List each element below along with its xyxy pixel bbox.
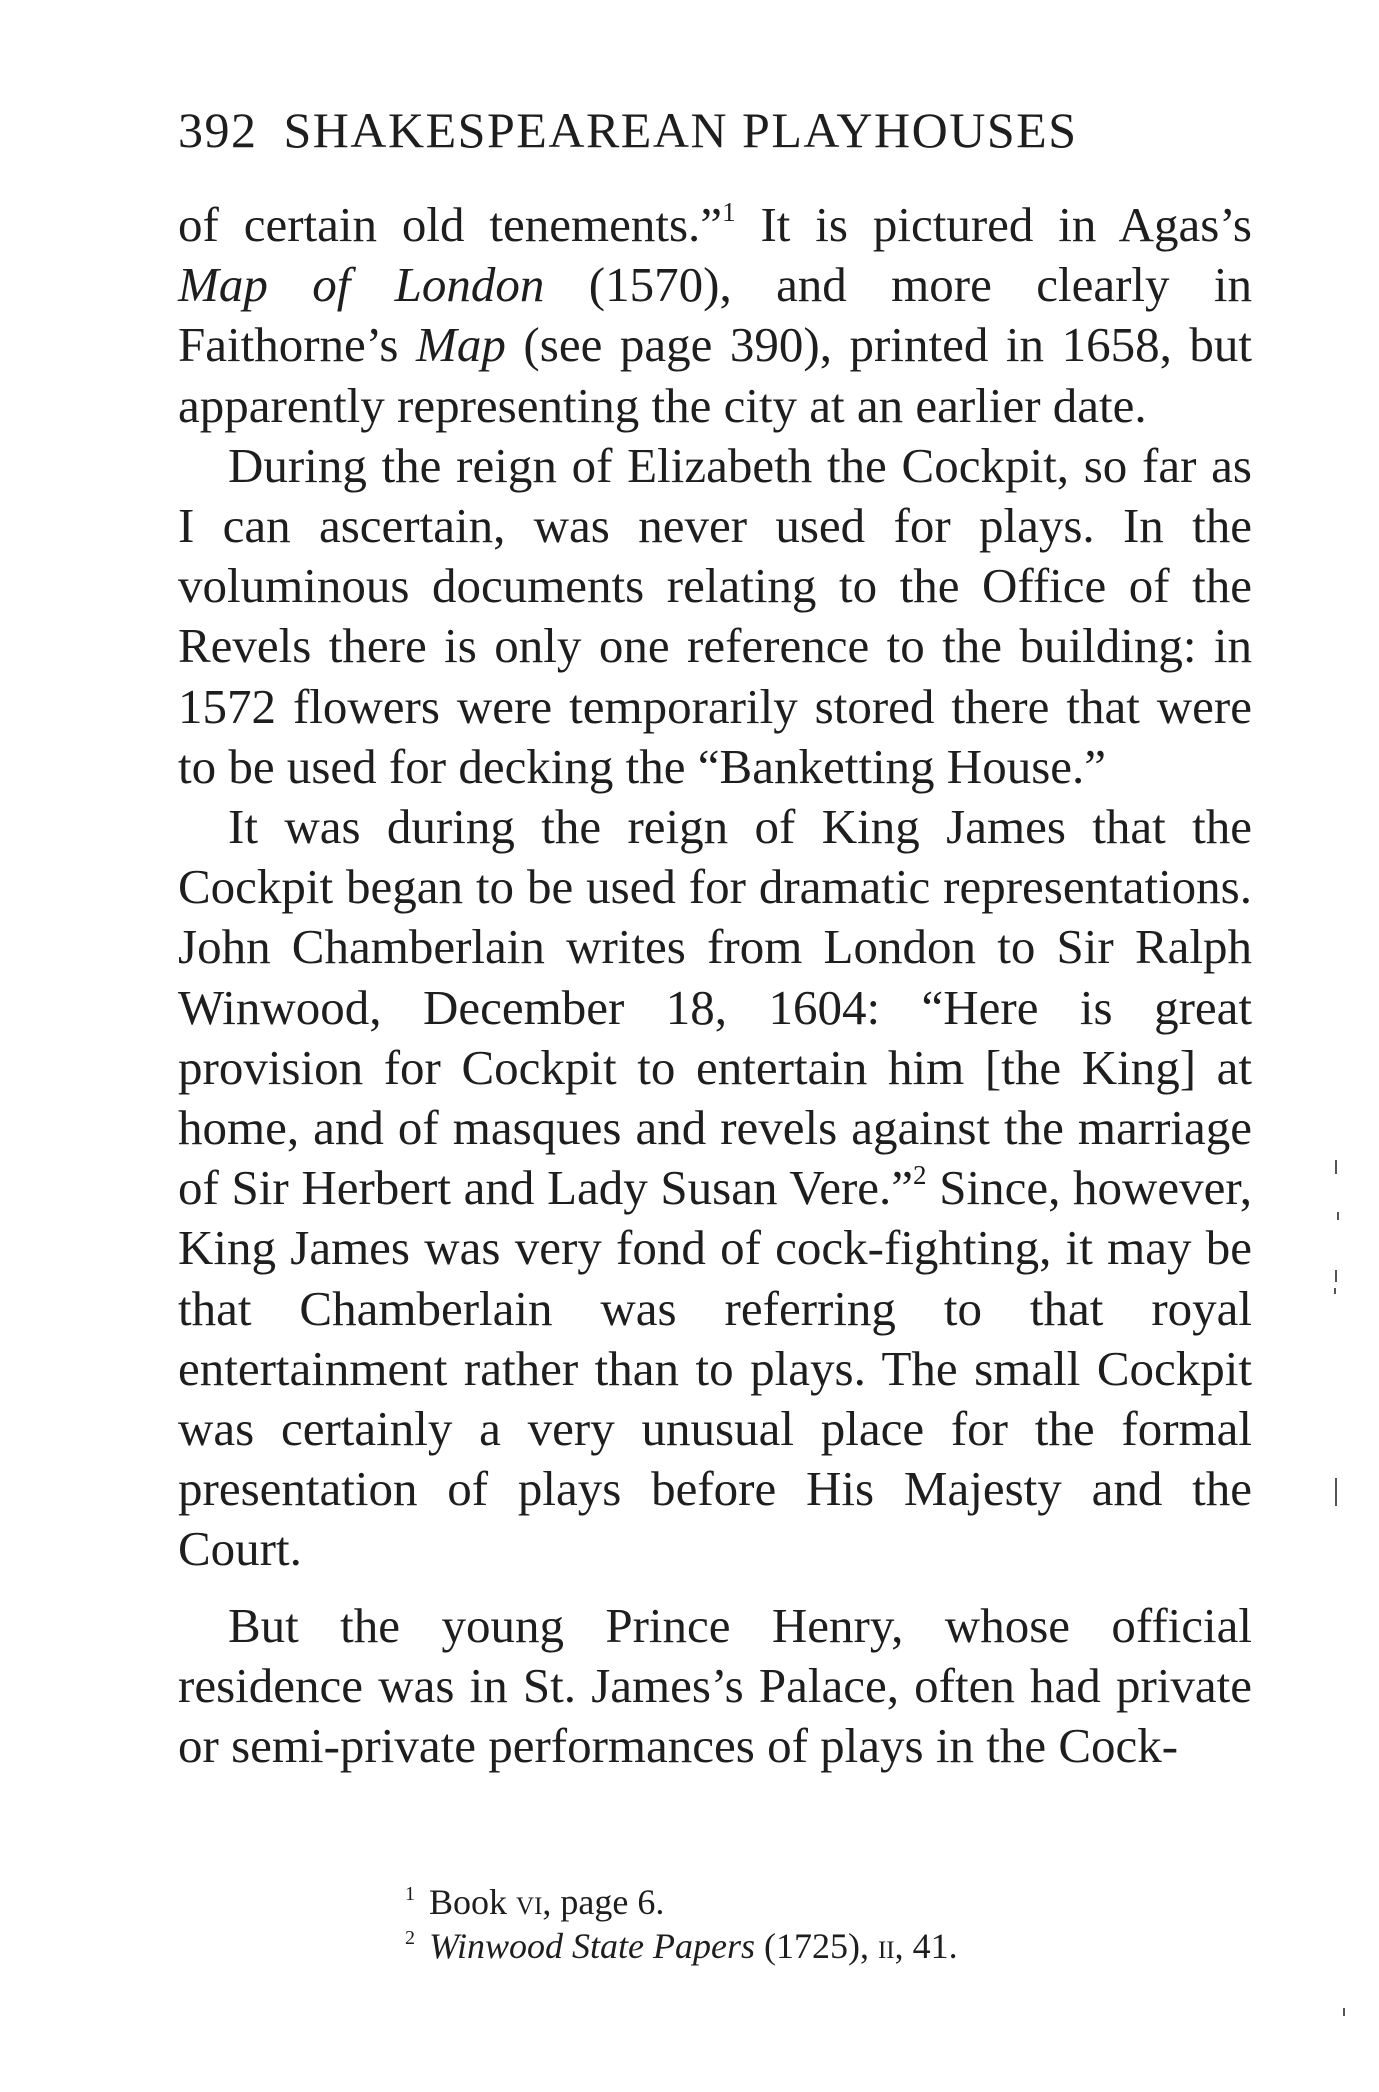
footnote-ref-1: 1 — [722, 197, 736, 227]
footnote-italic-title: Winwood State Papers — [429, 1926, 755, 1966]
running-title: SHAKESPEAREAN PLAYHOUSES — [283, 102, 1078, 158]
speck — [1337, 1212, 1339, 1220]
paragraph-2: During the reign of Elizabeth the Cockpit, so far as I can ascertain, was never used for plays. In the voluminous documents relating to the Office of the Revels there is only one reference to the building: in 1572 flowers were temporarily stored there that were to be used for decking the “Banketting House.” — [178, 437, 1252, 794]
paragraph-text: of certain old tenements.” — [178, 197, 723, 252]
italic-title: Map of London — [178, 257, 545, 313]
footnote-ref-2: 2 — [913, 1160, 927, 1191]
paragraph-text: It was during the reign of King James that the Cockpit began to be used for dramatic representations. John Chamberlain writes from London to Sir Ralph Winwood, December 18, 1604: “Here is great provision for Cockpit to entertain him [the King] at home, and of masques and revels against the marriage of Sir Herbert and Lady Susan Vere.” — [178, 799, 1252, 1216]
footnote-1 — [405, 1880, 1225, 1924]
speck — [1335, 1160, 1337, 1174]
paragraph-3 — [178, 797, 1252, 1580]
paragraph-text: It is pictured in Agas’s — [735, 197, 1252, 252]
footnote-text: Book — [429, 1882, 517, 1922]
footnote-volume: ii — [877, 1926, 895, 1966]
running-head — [178, 100, 1252, 160]
show-through-marks — [1329, 1160, 1359, 2060]
paragraph-4: But the young Prince Henry, whose official residence was in St. James’s Palace, often had private or semi-private performances of plays in the Cock- — [178, 1597, 1252, 1774]
speck — [1334, 1288, 1336, 1294]
footnote-mark: 2 — [405, 1927, 415, 1949]
footnote-text: (1725), — [755, 1926, 878, 1966]
footnote-2 — [405, 1924, 1225, 1968]
paragraph-text: (see page 390), printed in 1658, but apparently representing the city at an earlier date. — [178, 317, 1253, 433]
body-text — [178, 195, 1252, 1776]
page-number: 392 — [178, 102, 258, 158]
footnote-mark: 1 — [405, 1883, 415, 1905]
speck — [1335, 1270, 1337, 1282]
italic-title: Map — [416, 317, 506, 373]
speck — [1343, 2008, 1345, 2016]
footnote-text: , page 6. — [542, 1882, 665, 1922]
paragraph-text: (1570), and more clearly in Faithorne’s — [178, 257, 1253, 373]
footnotes — [405, 1880, 1225, 1968]
paragraph-1 — [178, 195, 1252, 436]
speck — [1335, 1478, 1337, 1506]
paragraph-text: Since, however, King James was very fond of cock-fighting, it may be that Chamberlain was referring to that royal entertainment rather than to plays. The small Cockpit was certainly a very unusual place for the formal presentation of plays before His Majesty and the Court. — [178, 1160, 1252, 1577]
footnote-volume: vi — [516, 1882, 543, 1922]
footnote-text: , 41. — [894, 1926, 958, 1966]
